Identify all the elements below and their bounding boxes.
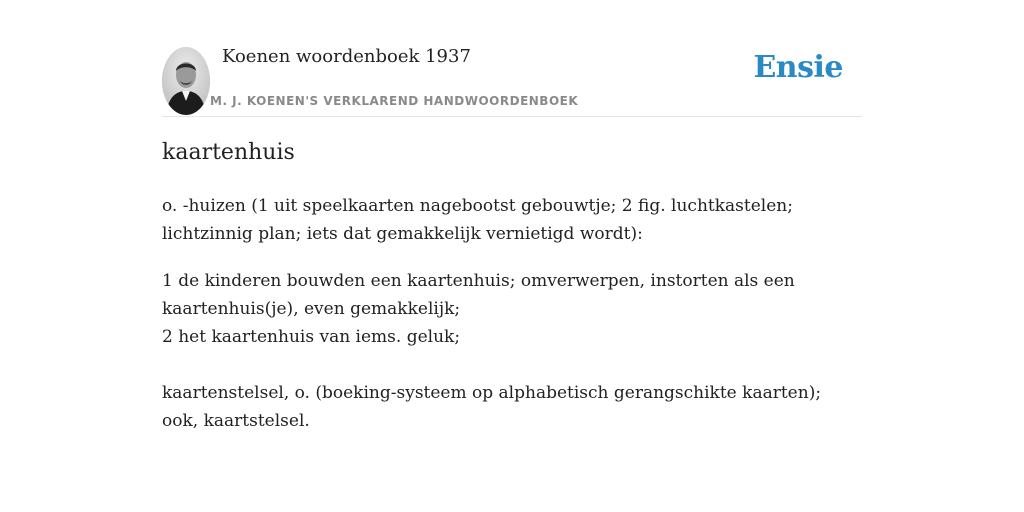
author-portrait-icon[interactable] <box>162 47 210 115</box>
header <box>162 0 862 117</box>
book-subtitle: M. J. KOENEN'S VERKLAREND HANDWOORDENBOEK <box>210 94 579 108</box>
page-container <box>162 0 862 431</box>
portrait-image <box>162 47 210 115</box>
entry-examples <box>162 267 862 351</box>
example-line: 1 de kinderen bouwden een kaartenhuis; omverwerpen, instorten als een kaartenhuis(je), even gemakkelijk; <box>162 271 795 319</box>
ensie-logo-link[interactable]: Ensie <box>753 50 843 85</box>
related-entry: kaartenstelsel, o. (boeking-systeem op alphabetisch gerangschikte kaarten); ook, kaartstelsel. <box>162 383 822 431</box>
entry-headword: kaartenhuis <box>162 140 295 165</box>
book-title[interactable]: Koenen woordenboek 1937 <box>222 46 471 67</box>
example-line: 2 het kaartenhuis van iems. geluk; <box>162 327 461 347</box>
entry-definition: o. -huizen (1 uit speelkaarten nagebootst gebouwtje; 2 fig. luchtkastelen; lichtzinnig plan; iets dat gemakkelijk vernietigd wordt): <box>162 196 793 244</box>
